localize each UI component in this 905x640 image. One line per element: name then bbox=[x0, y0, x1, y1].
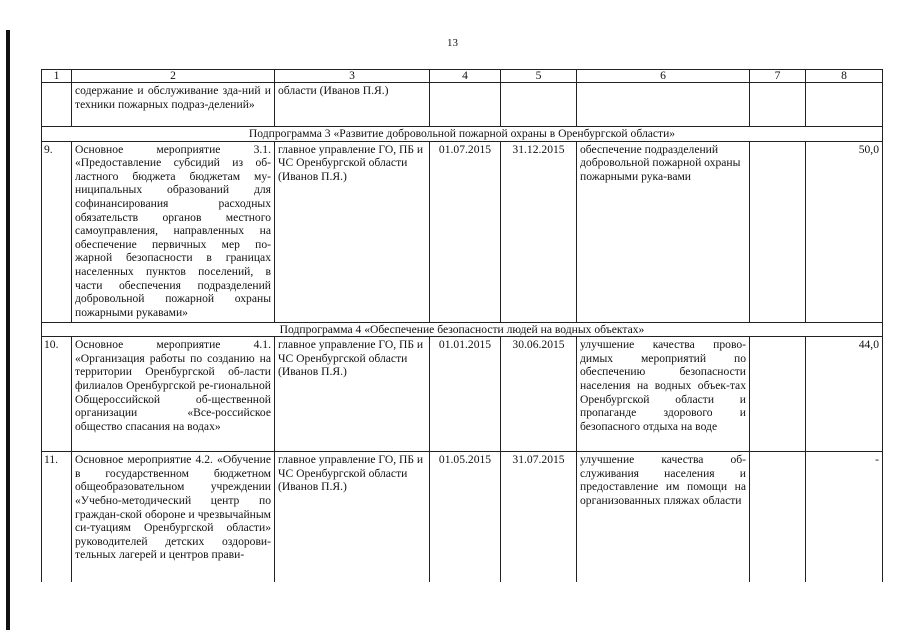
amount-cell bbox=[806, 83, 883, 127]
end-date-cell: 31.07.2015 bbox=[501, 452, 577, 582]
measure-name-cell: содержание и обслуживание зда-ний и техники пожарных подраз-делений» bbox=[72, 83, 275, 127]
column-header: 3 bbox=[275, 70, 430, 83]
measures-table bbox=[41, 69, 883, 582]
column-7-cell bbox=[750, 337, 806, 452]
column-header: 8 bbox=[806, 70, 883, 83]
subprogram-4-heading: Подпрограмма 4 «Обеспечение безопасности людей на водных объектах» bbox=[42, 322, 883, 337]
subprogram-heading-row bbox=[42, 127, 883, 142]
page-number: 13 bbox=[447, 37, 458, 49]
column-header: 6 bbox=[577, 70, 750, 83]
executor-cell: главное управление ГО, ПБ и ЧС Оренбургской области (Иванов П.Я.) bbox=[275, 141, 430, 322]
start-date-cell bbox=[430, 83, 501, 127]
column-header: 5 bbox=[501, 70, 577, 83]
start-date-cell: 01.01.2015 bbox=[430, 337, 501, 452]
start-date-cell: 01.05.2015 bbox=[430, 452, 501, 582]
row-number-cell: 10. bbox=[42, 337, 72, 452]
measure-name-cell: Основное мероприятие 3.1. «Предоставление субсидий из об-ластного бюджета бюджетам му-ниципальных образований для софинансирования расходных обязательств органов местного самоуправления, направленных на обеспечение первичных мер по-жарной безопасности в границах населенных пунктов поселений, в части обеспечения подразделений добровольной пожарной охраны пожарными рукавами» bbox=[72, 141, 275, 322]
column-header: 2 bbox=[72, 70, 275, 83]
column-header: 1 bbox=[42, 70, 72, 83]
measure-name-cell: Основное мероприятие 4.1. «Организация работы по созданию на территории Оренбургской об-ласти филиалов Оренбургской ре-гиональной Общероссийской об-щественной организации «Все-российское общество спасания на водах» bbox=[72, 337, 275, 452]
table-header-row bbox=[42, 70, 883, 83]
executor-cell: главное управление ГО, ПБ и ЧС Оренбургской области (Иванов П.Я.) bbox=[275, 337, 430, 452]
table-row bbox=[42, 83, 883, 127]
column-7-cell bbox=[750, 83, 806, 127]
subprogram-3-heading: Подпрограмма 3 «Развитие добровольной пожарной охраны в Оренбургской области» bbox=[42, 127, 883, 142]
subprogram-heading-row bbox=[42, 322, 883, 337]
row-number-cell: 11. bbox=[42, 452, 72, 582]
end-date-cell bbox=[501, 83, 577, 127]
amount-cell: 44,0 bbox=[806, 337, 883, 452]
column-7-cell bbox=[750, 452, 806, 582]
table-row bbox=[42, 452, 883, 582]
row-number-cell bbox=[42, 83, 72, 127]
column-header: 7 bbox=[750, 70, 806, 83]
executor-cell: области (Иванов П.Я.) bbox=[275, 83, 430, 127]
amount-cell: - bbox=[806, 452, 883, 582]
result-cell: улучшение качества об-служивания населения и предоставление им помощи на организованных пляжах области bbox=[577, 452, 750, 582]
measure-name-cell: Основное мероприятие 4.2. «Обучение в государственном бюджетном общеобразовательном учреждении «Учебно-методический центр по граждан-ской обороне и чрезвычайным си-туациям Оренбургской области» руководителей детских оздорови-тельных лагерей и центров прави- bbox=[72, 452, 275, 582]
table-row bbox=[42, 337, 883, 452]
end-date-cell: 30.06.2015 bbox=[501, 337, 577, 452]
result-cell: обеспечение подразделений добровольной пожарной охраны пожарными рука-вами bbox=[577, 141, 750, 322]
result-cell: улучшение качества прово-димых мероприятий по обеспечению безопасности населения на водных объек-тах Оренбургской области и пропаганде здорового и безопасного отдыха на воде bbox=[577, 337, 750, 452]
table-row bbox=[42, 141, 883, 322]
column-7-cell bbox=[750, 141, 806, 322]
end-date-cell: 31.12.2015 bbox=[501, 141, 577, 322]
start-date-cell: 01.07.2015 bbox=[430, 141, 501, 322]
executor-cell: главное управление ГО, ПБ и ЧС Оренбургской области (Иванов П.Я.) bbox=[275, 452, 430, 582]
column-header: 4 bbox=[430, 70, 501, 83]
row-number-cell: 9. bbox=[42, 141, 72, 322]
left-margin-rule bbox=[6, 30, 10, 630]
result-cell bbox=[577, 83, 750, 127]
amount-cell: 50,0 bbox=[806, 141, 883, 322]
